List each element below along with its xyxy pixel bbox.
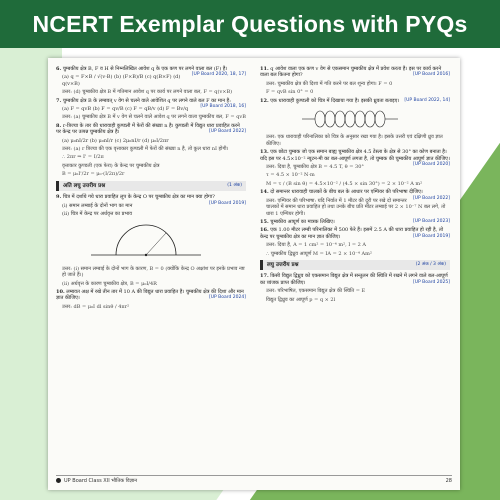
question-item — [56, 66, 246, 78]
answer-text: M = τ / (B sin θ) = 4.5×10⁻² / (4.5 × sin 30°) = 2 × 10⁻² A m² — [266, 180, 423, 187]
answer-text: F = qvB sin 0° = 0 — [266, 89, 314, 96]
board-year-tag: [UP Board 2018, 16] — [200, 104, 246, 110]
board-year-tag: [UP Board 2023] — [412, 218, 450, 224]
board-year-tag: [UP Board 2025] — [412, 279, 450, 285]
section-title: अति लघु उत्तरीय प्रश्न — [63, 182, 106, 189]
board-year-tag: [UP Board 2022, 14] — [404, 97, 450, 103]
question-item — [260, 273, 450, 286]
question-number: 12. — [260, 97, 269, 104]
answer-text: ∴ 2πr ⇒ I' = I/2π — [62, 154, 104, 161]
answer-text: उत्तर: परिभाषित, एकसमान विद्युत क्षेत्र की स्थिति = E — [266, 288, 366, 295]
answer-text: उत्तर: (a) चुम्बकीय क्षेत्र B में v वेग से चलने वाले आवेश q पर लगने वाला चुम्बकीय बल, F = qvB — [62, 114, 246, 121]
answer-text: उत्तर: (a) r त्रिज्या की एक वृत्ताकार कुण्डली में फेरों की संख्या n है, तो कुल धारा nI होगी। — [62, 146, 229, 153]
question-number: 11. — [260, 66, 269, 72]
question-number: 13. — [260, 149, 269, 156]
question-number: 9. — [56, 194, 62, 201]
answer-text: उत्तर: एम्पियर की परिभाषा: यदि निर्वात में 1 मीटर की दूरी पर रखे दो समान्तर चालकों में समान धारा प्रवाहित हो तथा उनके बीच प्रति मीटर लम्बाई पर 2 × 10⁻⁷ N बल लगे, तो धारा 1 एम्पियर होगी। — [266, 197, 446, 217]
board-year-tag: [UP Board 2016] — [412, 72, 450, 78]
question-number: 15. — [260, 218, 269, 225]
board-year-tag: [UP Board 2019] — [412, 233, 450, 239]
banner-title: NCERT Exemplar Questions with PYQs — [32, 10, 468, 37]
question-text: चुम्बकीय आघूर्ण का मात्रक लिखिए। — [270, 218, 335, 225]
question-number: 6. — [56, 66, 62, 72]
question-text: लम्बवत अक्ष में रखे तीन तार में 10 A की विद्युत धारा प्रवाहित है। चुम्बकीय क्षेत्र की दिशा और मान ज्ञात कीजिए। — [56, 288, 244, 302]
question-number: 8. — [56, 122, 62, 129]
question-number: 17. — [260, 273, 269, 280]
question-number: 14. — [260, 189, 269, 196]
answer-text: B = μ₀I'/2r = μ₀·(I/2π)/2r — [62, 171, 125, 178]
question-text: एक छोटा चुम्बक जो एक समान बाह्य चुम्बकीय क्षेत्र 4.5 टेस्ला के क्षेत्र से 30° का कोण बनाता है। यदि इस पर 4.5×10⁻² न्यूटन-मी का बल-आघूर्ण लगता है, तो चुम्बक की चुम्बकीय आघूर्ण ज्ञात कीजिए। — [260, 149, 450, 162]
board-year-tag: [UP Board 2022] — [412, 195, 450, 201]
question-number: 7. — [56, 97, 62, 104]
question-text: चित्र में दर्शाये गये धारा प्रवाहित लूप के केन्द्र O पर चुम्बकीय क्षेत्र का मान क्या होगा? — [62, 194, 215, 201]
question-item — [260, 66, 450, 79]
question-item — [56, 123, 246, 136]
section-title: लघु उत्तरीय प्रश्न — [267, 261, 299, 268]
answer-text: उत्तर: दिया है, चुम्बकीय क्षेत्र B = 4.5 T, θ = 30° — [266, 164, 364, 171]
question-item — [56, 289, 246, 302]
answer-text: τ = 4.5 × 10⁻² N·m — [266, 172, 315, 179]
question-text: चुम्बकीय क्षेत्र B के लम्बवत् v वेग से चलने वाले आवेशित q पर लगने वाले बल F का मान है: — [62, 97, 231, 104]
question-item — [260, 219, 450, 225]
question-text: r-त्रिज्या के तार की धारावाही कुण्डली में फेरों की संख्या n है। कुण्डली में विद्युत धारा प्रवाहित करने पर केन्द्र पर उत्पन्न चुम्बकीय क्षेत्र है। — [56, 122, 240, 136]
answer-text: (ii) अर्धवृत्त के कारण चुम्बकीय क्षेत्र, B = μ₀I/4R — [62, 280, 157, 287]
book-page — [48, 58, 460, 490]
answer-options: (a) q = F×B / √(v·B) (b) (F×B)/B (c) q(B×F) (d) q(v×B) — [62, 74, 181, 87]
question-item — [260, 189, 450, 201]
left-column — [56, 66, 246, 312]
answer-options: (a) F = qvB (b) F = qv/B (c) F = qB/v (d) F = Bv/q — [62, 106, 189, 113]
board-year-tag: [UP Board 2024] — [208, 295, 246, 301]
page-footer — [56, 475, 452, 484]
section-marks: (1 अंक) — [227, 182, 242, 188]
question-text: एक 1.00 मीटर लम्बी परिनालिका में 500 फेरे हैं। इसमें 2.5 A की धारा प्रवाहित हो रही है, तो केन्द्र पर चुम्बकीय क्षेत्र का मान ज्ञात कीजिए। — [260, 227, 444, 240]
answer-text: उत्तर: (i) समान लम्बाई के दोनों भाग के कारण, B = 0 (क्योंकि केन्द्र O अक्षांश पर इनके प्रभाव नष्ट हो जाते हैं।) — [62, 265, 245, 279]
answer-options: (a) μ₀nI/2r (b) μ₀nI/r (c) 2μ₀nI/r (d) μ₀I/2πr — [62, 137, 169, 144]
semicircle-loop-figure — [86, 221, 206, 261]
question-number: 16. — [260, 227, 269, 234]
solenoid-coil-figure — [300, 108, 400, 130]
question-item — [260, 227, 450, 240]
question-text: दो समान्तर धारावाही चालकों के बीच बल के आधार पर एम्पियर की परिभाषा दीजिए। — [270, 189, 423, 196]
question-text: किसी विद्युत द्विध्रुव को एकसमान विद्युत क्षेत्र में सन्तुलन की स्थिति में रखने में लगने वाले बल-आघूर्ण का व्यंजक प्राप्त कीजिए। — [260, 273, 448, 286]
answer-text: वृत्ताकार कुण्डली (एक फेरा) के केन्द्र पर चुम्बकीय क्षेत्र — [62, 162, 160, 169]
question-text: चुम्बकीय क्षेत्र B, F व H से निम्नलिखित आवेश q के एक कण पर लगने वाला बल (F) है। — [62, 66, 228, 72]
board-year-tag: [UP Board 2022] — [208, 129, 246, 135]
answer-text: उत्तर: dB = μ₀I dl sinθ / 4πr² — [62, 303, 130, 310]
section-heading — [56, 181, 246, 191]
question-text: q आवेश वाला एक कण v वेग से एकसमान चुम्बकीय क्षेत्र में प्रवेश करता है। इस पर कार्य करने वाला बल कितना होगा? — [260, 66, 442, 79]
section-heading — [260, 260, 450, 270]
answer-text: उत्तर: (d) चुम्बकीय क्षेत्र B में गतिमान आवेश q पर कार्य पर लगने वाला बल, F = q(v×B) — [62, 89, 233, 96]
board-year-tag: [UP Board 2020, 18, 17] — [191, 72, 246, 78]
board-year-tag: [UP Board 2020] — [412, 162, 450, 168]
header-banner — [0, 0, 500, 48]
question-number: 10. — [56, 288, 65, 295]
bullet-icon — [56, 478, 61, 483]
page-number: 28 — [445, 478, 452, 484]
section-marks: (2 अंक / 3 अंक) — [415, 261, 446, 267]
right-column — [260, 66, 450, 305]
answer-text: ∴ चुम्बकीय द्विध्रुव आघूर्ण M = IA = 2 × 10⁻⁴ Am² — [266, 250, 372, 257]
question-item — [260, 98, 450, 104]
answer-text: उत्तर: दिया है, A = 1 cm² = 10⁻⁴ m², I = 2 A — [266, 242, 366, 249]
answer-text: विद्युत द्विध्रुव का आघूर्ण p = q × 2l — [266, 296, 336, 303]
answer-options: (ii) चित्र में केन्द्र पर अर्धवृत्त का प्रभाव — [62, 210, 133, 217]
question-text: एक धारावाही कुण्डली को चित्र में दिखाया गया है। इसकी ध्रुवता बताइए। — [270, 97, 400, 104]
footer-book-title: UP Board Class XII भौतिक विज्ञान — [56, 478, 137, 484]
answer-options: (i) समान लम्बाई के दोनों भाग का मान — [62, 202, 133, 209]
answer-text: उत्तर: चुम्बकीय क्षेत्र की दिशा में गति करने पर बल शून्य होगा। F = 0 — [266, 80, 393, 87]
board-year-tag: [UP Board 2019] — [208, 200, 246, 206]
answer-text: उत्तर: एक धारावाही परिनालिका को चित्र के अनुसार रखा गया है। इसके उत्तरी एवं दक्षिणी ध्रुव ज्ञात कीजिए। — [266, 134, 443, 147]
